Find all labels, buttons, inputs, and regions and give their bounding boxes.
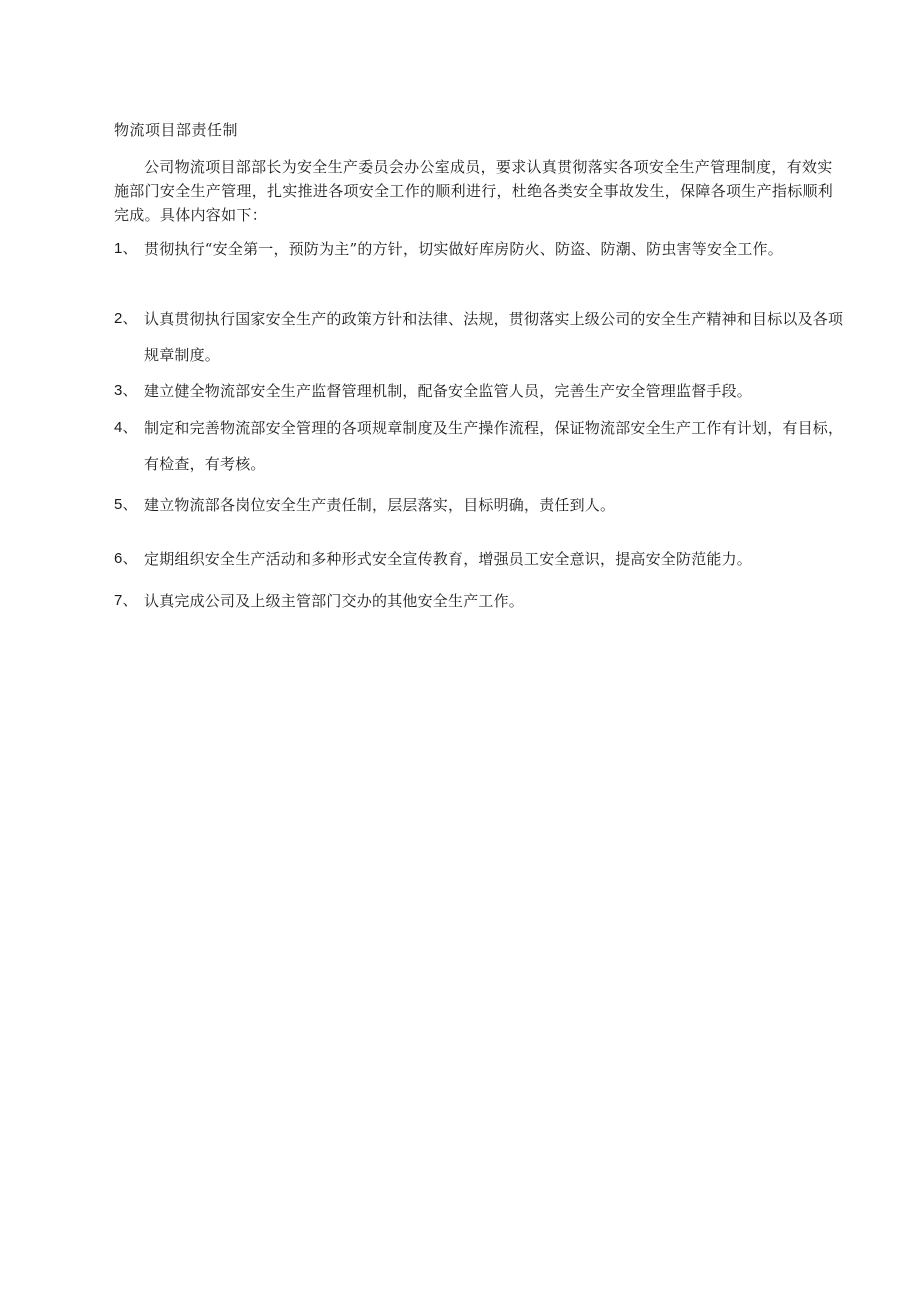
list-item — [114, 373, 848, 409]
list-item — [114, 301, 848, 373]
list-item-number: 3、 — [114, 382, 138, 399]
list-item-number: 5、 — [114, 496, 138, 513]
list-item-number: 4、 — [114, 419, 138, 436]
list-item-number: 7、 — [114, 592, 138, 609]
list-item — [114, 541, 848, 577]
list-item — [114, 583, 848, 619]
list-item-text: 认真完成公司及上级主管部门交办的其他安全生产工作。 — [144, 592, 525, 610]
list-item-text: 认真贯彻执行国家安全生产的政策方针和法律、法规，贯彻落实上级公司的安全生产精神和目标以及各项规章制度。 — [144, 310, 844, 364]
intro-paragraph: 公司物流项目部部长为安全生产委员会办公室成员，要求认真贯彻落实各项安全生产管理制度，有效实施部门安全生产管理，扎实推进各项安全工作的顺利进行，杜绝各类安全事故发生，保障各项生产指标顺利完成。具体内容如下： — [114, 158, 834, 224]
list-item-number: 6、 — [114, 550, 138, 567]
list-item — [114, 410, 848, 482]
list-item-text: 贯彻执行“安全第一，预防为主”的方针，切实做好库房防火、防盗、防潮、防虫害等安全工作。 — [144, 240, 783, 258]
list-item — [114, 231, 848, 267]
document-title: 物流项目部责任制 — [114, 121, 239, 139]
list-item-text: 建立健全物流部安全生产监督管理机制，配备安全监管人员，完善生产安全管理监督手段。 — [144, 382, 753, 400]
list-item-text: 制定和完善物流部安全管理的各项规章制度及生产操作流程，保证物流部安全生产工作有计划，有目标，有检查，有考核。 — [144, 419, 844, 473]
list-item-text: 建立物流部各岗位安全生产责任制，层层落实，目标明确，责任到人。 — [144, 496, 616, 514]
list-item-number: 2、 — [114, 310, 138, 327]
list-item-text: 定期组织安全生产活动和多种形式安全宣传教育，增强员工安全意识，提高安全防范能力。 — [144, 550, 753, 568]
list-item-number: 1、 — [114, 240, 138, 257]
list-item — [114, 487, 848, 523]
